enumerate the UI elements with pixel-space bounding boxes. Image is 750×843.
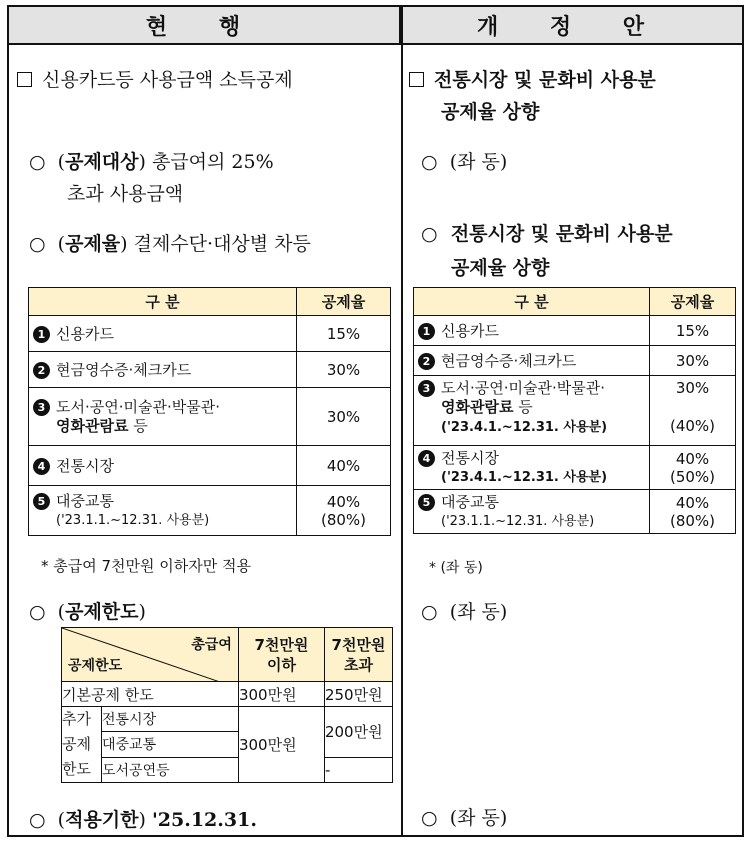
table-row: 기본공제 한도 300만원 250만원 (62, 682, 393, 707)
header-current: 현 행 (9, 7, 401, 45)
table-row: 2 현금영수증·체크카드 30% (29, 352, 391, 388)
left-rate-table (28, 287, 391, 536)
left-footnote: * 총급여 7천만원 이하자만 적용 (41, 557, 251, 575)
right-same-limit: ○ (좌 동) (421, 601, 508, 623)
right-rate-table (413, 287, 736, 534)
right-section-title: 전통시장 및 문화비 사용분 (409, 65, 656, 92)
table-row: 대중교통 (62, 732, 393, 757)
right-same-target: ○ (좌 동) (421, 151, 508, 173)
table-row: 1 신용카드 15% (29, 316, 391, 352)
limit-table-diag-header: 총급여 공제한도 (62, 628, 239, 682)
left-section-title: 신용카드등 사용금액 소득공제 (17, 65, 293, 92)
right-item-rate-line2: 공제율 상향 (451, 257, 550, 279)
table-row: 추가 공제 한도 전통시장 300만원 200만원 (62, 707, 393, 732)
table-row: 1 신용카드 15% (414, 316, 736, 346)
table-row: 5 대중교통 ('23.1.1.~12.31. 사용분) 40% (80%) (414, 490, 736, 534)
table-row: 4 전통시장 ('23.4.1.~12.31. 사용분) 40% (50%) (414, 446, 736, 490)
left-item-target-line2: 초과 사용금액 (67, 183, 184, 205)
limit-table: 총급여 공제한도 7천만원 이하 7천만원 초과 기본공제 한도 300만원 250만원 추가 공제 한도 전통시장 300만원 200만원 대중교통 도서공연등 - (61, 627, 393, 783)
table-row: 도서공연등 - (62, 757, 393, 782)
left-item-deadline: ○ (적용기한) '25.12.31. (29, 809, 257, 831)
table-row: 5 대중교통 ('23.1.1.~12.31. 사용분) 40% (80%) (29, 486, 391, 536)
column-divider (401, 7, 403, 835)
table-header-category: 구 분 (29, 288, 297, 316)
checkbox-square-icon (409, 72, 424, 87)
comparison-frame (7, 5, 744, 837)
left-item-rate: ○ (공제율) 결제수단·대상별 차등 (29, 233, 311, 255)
checkbox-square-icon (17, 72, 32, 87)
table-header-category: 구 분 (414, 288, 650, 316)
header-revised: 개 정 안 (401, 7, 742, 45)
left-item-limit: ○ (공제한도) (29, 601, 146, 623)
right-same-deadline: ○ (좌 동) (421, 807, 508, 829)
table-row: 4 전통시장 40% (29, 446, 391, 486)
left-item-target: ○ (공제대상) 총급여의 25% (29, 151, 274, 173)
table-row: 3 도서·공연·미술관·박물관· 영화관람료 등 30% (29, 388, 391, 446)
table-header-rate: 공제율 (297, 288, 391, 316)
right-item-rate: ○ 전통시장 및 문화비 사용분 (421, 223, 673, 245)
table-row: 3 도서·공연·미술관·박물관· 영화관람료 등 ('23.4.1.~12.31. 사용분) 30% (40%) (414, 376, 736, 446)
right-section-title-line2: 공제율 상향 (441, 101, 540, 123)
table-row: 2 현금영수증·체크카드 30% (414, 346, 736, 376)
right-footnote: * (좌 동) (429, 560, 483, 576)
table-header-rate: 공제율 (650, 288, 736, 316)
